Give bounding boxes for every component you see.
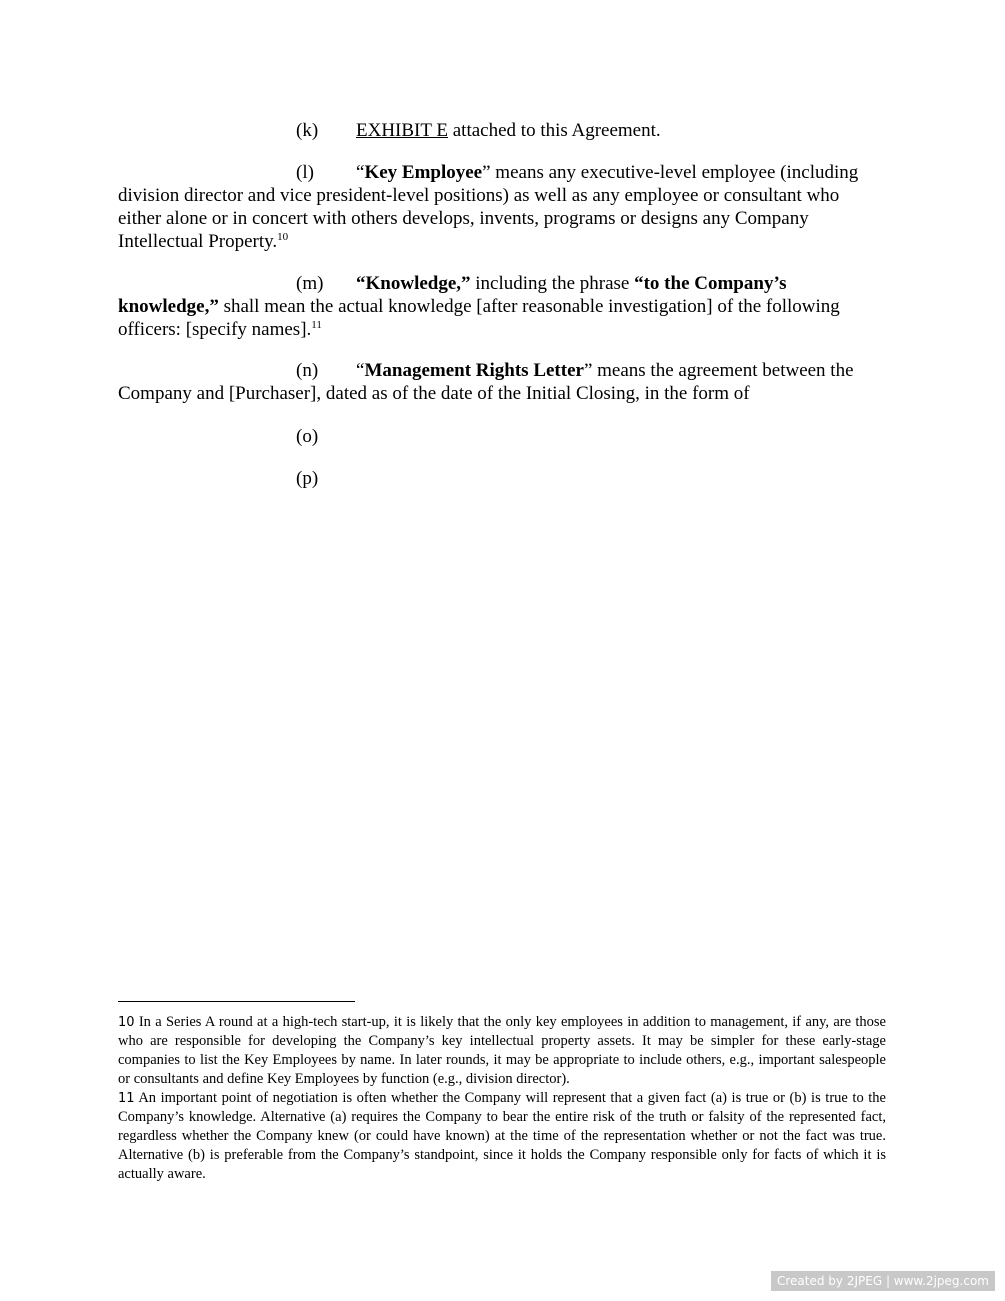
section-o-label: (o) (296, 426, 319, 447)
defined-term-key-employee: Key Employee (364, 162, 483, 183)
section-k: (k) EXHIBIT E attached to this Agreement. (296, 120, 661, 141)
defined-term-knowledge: “Knowledge,” (356, 273, 471, 294)
section-n: (n) “Management Rights Letter” means the agreement between the Company and [Purchaser], dated as of the date of the Initial Closing, in the form of (118, 360, 854, 404)
section-k-label: (k) (296, 120, 319, 141)
section-l-label: (l) (296, 162, 314, 183)
watermark-badge: Created by 2JPEG | www.2jpeg.com (771, 1271, 995, 1291)
section-m-label: (m) (296, 273, 324, 294)
footnote-10: 10 In a Series A round at a high-tech start-up, it is likely that the only key employees in addition to management, if any, are those who are responsible for developing the Company’s key intellectual property assets. It may be simpler for these early-stage companies to list the Key Employees by name. In later rounds, it may be appropriate to include others, e.g., important salespeople or consultants and define Key Employees by function (e.g., division director). (118, 1014, 886, 1087)
section-m: (m) “Knowledge,” including the phrase “to the Company’s knowledge,” shall mean the actual knowledge [after reasonable investigation] of the following officers: [specify names].$^{11}$ (118, 273, 840, 340)
defined-term-company-knowledge: “to the Company’s knowledge,” (118, 273, 787, 317)
section-l: (l) “Key Employee” means any executive-level employee (including division director and vice president-level positions) as well as any employee or consultant who either alone or in concert with others develops, invents, programs or designs any Company Intellectual Property.$^{10}$ (118, 162, 859, 252)
footnote-11-number: 11 (118, 1091, 135, 1106)
footnote-10-number: 10 (118, 1015, 135, 1030)
footnote-11: 11 An important point of negotiation is often whether the Company will represent that a given fact (a) is true or (b) is true to the Company’s knowledge. Alternative (a) requires the Company to bear the entire risk of the truth or falsity of the represented fact, regardless whether the Company knew (or could have known) at the time of the representation whether or not the fact was true. Alternative (b) is preferable from the Company’s standpoint, since it holds the Company responsible only for facts of which it is actually aware. (118, 1090, 886, 1182)
defined-term-management-rights-letter: Management Rights Letter (364, 360, 584, 381)
footnote-ref-11[interactable]: 11 (311, 319, 322, 331)
exhibit-e-link[interactable]: EXHIBIT E (356, 120, 448, 141)
section-n-label: (n) (296, 360, 319, 381)
footnote-ref-10[interactable]: 10 (277, 231, 289, 243)
section-p-label: (p) (296, 468, 319, 489)
footnote-separator (118, 1001, 355, 1002)
